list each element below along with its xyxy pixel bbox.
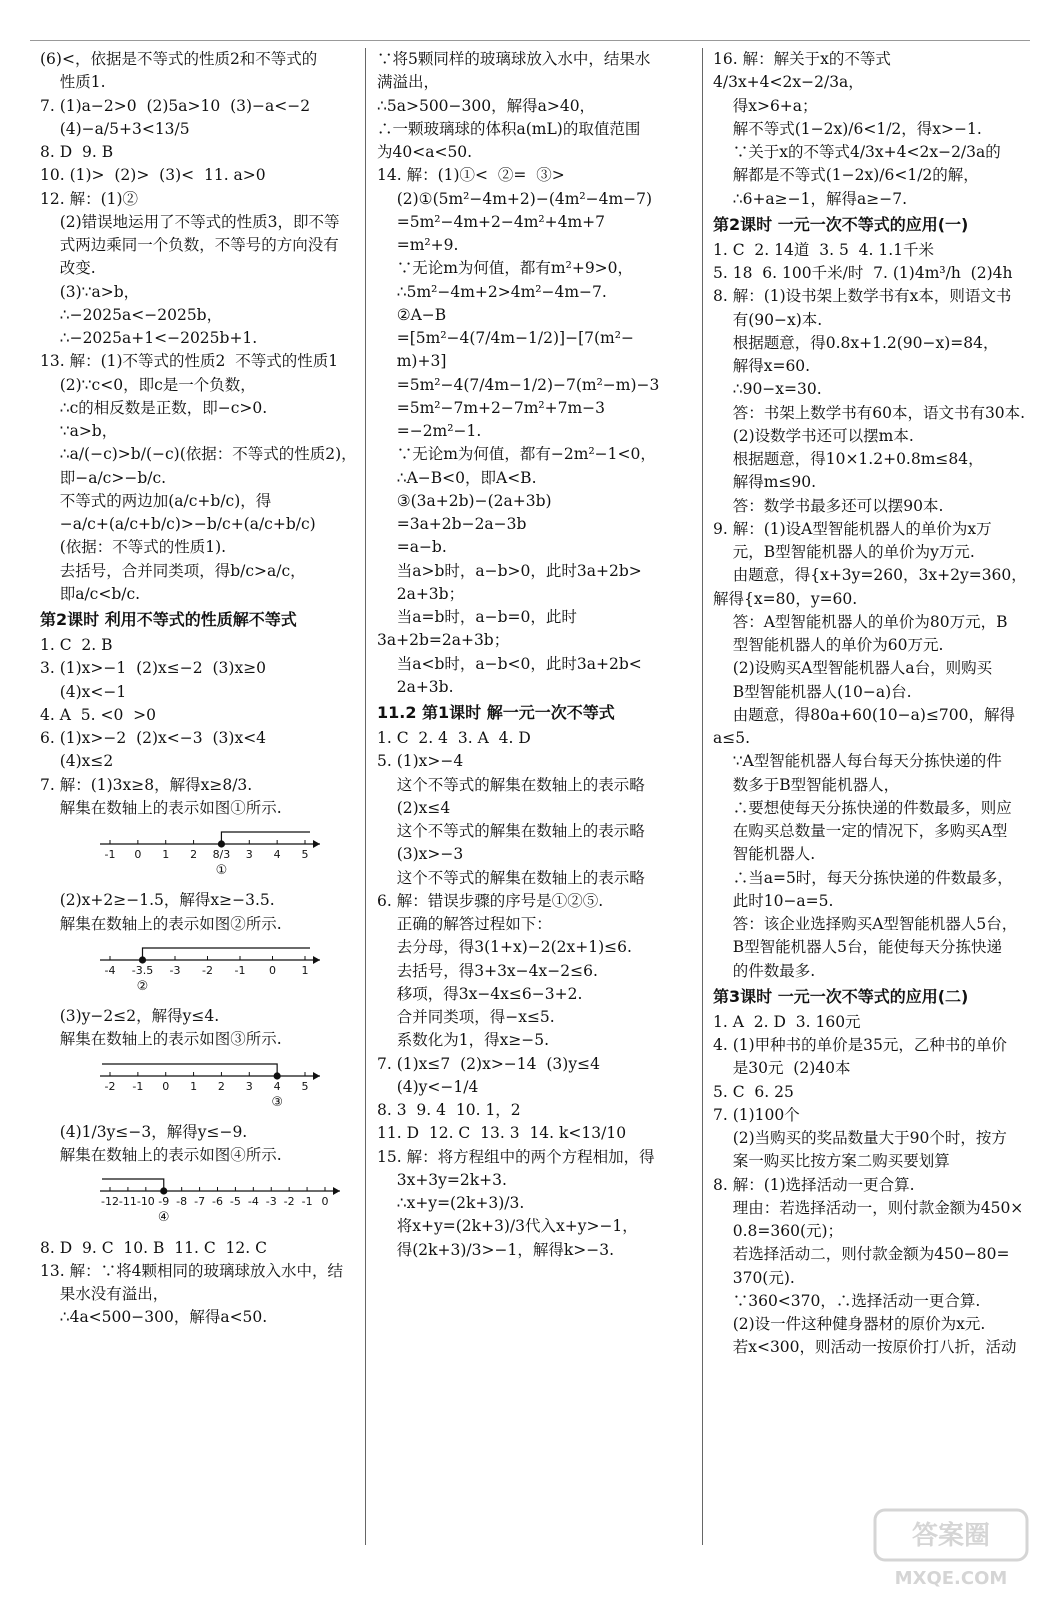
text-line: (4)y<−1/4	[377, 1077, 479, 1096]
column-middle	[377, 48, 699, 1262]
watermark-logo	[871, 1506, 1031, 1592]
figure-label: ④	[157, 1210, 170, 1224]
text-line: 答：书架上数学书有60本，语文书有30本.	[713, 403, 1026, 422]
tick-label: -8	[176, 1195, 188, 1209]
text-line: 若选择活动二，则付款金额为450−80=	[713, 1245, 1010, 1264]
text-line: (2)设购买A型智能机器人a台，则购买	[713, 659, 993, 678]
tick-label: 0	[269, 963, 276, 977]
tick-label: 0	[162, 1079, 170, 1093]
col2-block-b	[377, 727, 699, 1262]
text-line: 8. D 9. B	[40, 143, 114, 161]
tick-label: -3.5	[131, 963, 154, 977]
text-line: =5m²−7m+2−7m²+7m−3	[377, 398, 606, 417]
text-line: 去括号，得3+3x−4x−2≤6.	[377, 961, 598, 980]
text-line: 8. 解：(1)选择活动一更合算.	[713, 1175, 915, 1194]
text-line: 为40<a<50.	[377, 143, 473, 161]
text-line: =5m²−4m+2−4m²+4m+7	[377, 212, 606, 231]
text-line: 即−a/c>−b/c.	[40, 468, 167, 487]
text-line: ∴5m²−4m+2>4m²−4m−7.	[377, 282, 607, 301]
number-line-figure-2	[40, 940, 340, 992]
text-line: ∴A−B<0，即A<B.	[377, 468, 537, 487]
text-line: 370(元).	[713, 1268, 795, 1287]
column-right	[713, 48, 1033, 1360]
text-line: 有(90−x)本.	[713, 310, 823, 329]
text-line: 7. (1)a−2>0 (2)5a>10 (3)−a<−2	[40, 96, 311, 115]
axis-arrow	[313, 956, 320, 964]
tick-label: -1	[301, 1195, 313, 1209]
tick-label: -3	[169, 963, 181, 977]
text-line: 12. 解：(1)②	[40, 189, 139, 208]
tick-label: -9	[158, 1195, 170, 1209]
text-line: 正确的解答过程如下：	[377, 915, 552, 933]
text-line: ∵A型智能机器人每台每天分拣快递的件	[713, 752, 1002, 771]
text-line: 解集在数轴上的表示如图③所示.	[40, 1030, 282, 1049]
text-line: (2)设数学书还可以摆m本.	[713, 426, 914, 445]
text-line: (4)1/3y≤−3，解得y≤−9.	[40, 1122, 248, 1141]
tick-label: 4	[273, 1079, 281, 1093]
text-line: 2a+3b.	[377, 677, 454, 696]
text-line: B型智能机器人(10−a)台.	[713, 682, 912, 701]
text-line: (2)设一件这种健身器材的原价为x元.	[713, 1315, 986, 1333]
text-line: 8. 3 9. 4 10. 1，2	[377, 1101, 521, 1119]
text-line: 解得x=60.	[713, 357, 811, 375]
text-line: 当a>b时，a−b>0，此时3a+2b>	[377, 561, 642, 580]
tick-label: -2	[283, 1195, 295, 1209]
text-line: ②A−B	[377, 305, 447, 324]
axis-arrow	[313, 1072, 320, 1080]
text-line: 这个不等式的解集在数轴上的表示略	[377, 775, 645, 794]
text-line: 性质1.	[40, 73, 106, 92]
column-divider-2	[702, 48, 703, 1545]
text-line: 3x+3y=2k+3.	[377, 1170, 507, 1189]
text-line: 解不等式(1−2x)/6<1/2，得x>−1.	[713, 119, 982, 138]
text-line: 合并同类项，得−x≤5.	[377, 1008, 555, 1026]
endpoint-dot	[218, 841, 224, 847]
text-line: 14. 解：(1)①< ②= ③>	[377, 166, 565, 185]
text-line: 由题意，得{x+3y=260，3x+2y=360，解得{x=80，y=60.	[713, 566, 1027, 608]
col1-block-f	[40, 1237, 362, 1330]
text-line: 根据题意，得0.8x+1.2(90−x)=84，	[713, 333, 999, 352]
text-line: ∴要想使每天分拣快递的件数最多，则应	[713, 798, 1012, 817]
text-line: =m²+9.	[377, 236, 459, 254]
col1-block-c	[40, 889, 362, 936]
col3-block-a	[713, 48, 1033, 211]
text-line: ∴6+a≥−1，解得a≥−7.	[713, 189, 908, 208]
col1-block-a	[40, 48, 362, 606]
text-line: 5. C 6. 25	[713, 1082, 794, 1101]
tick-label: -3	[265, 1195, 277, 1209]
text-line: 根据题意，得10×1.2+0.8m≤84，	[713, 450, 984, 468]
tick-label: 1	[190, 1079, 198, 1093]
text-line: 2a+3b；	[377, 584, 465, 603]
text-line: ∵关于x的不等式4/3x+4<2x−2/3a的	[713, 143, 1001, 161]
text-line: 13. 解：(1)不等式的性质2 不等式的性质1	[40, 352, 339, 371]
tick-label: 2	[217, 1079, 225, 1093]
text-line: (4)x<−1	[40, 682, 127, 701]
text-line: 即a/c<b/c.	[40, 584, 141, 603]
text-line: ∴90−x=30.	[713, 380, 822, 399]
text-line: 7. 解：(1)3x≥8，解得x≥8/3.	[40, 775, 253, 794]
text-line: ∵无论m为何值，都有m²+9>0，	[377, 259, 634, 278]
text-line: 这个不等式的解集在数轴上的表示略	[377, 822, 645, 840]
figure-label: ②	[136, 978, 149, 992]
text-line: 9. 解：(1)设A型智能机器人的单价为x万	[713, 519, 992, 538]
text-line: 1. C 2. 4 3. A 4. D	[377, 729, 531, 747]
text-line: =5m²−4(7/4m−1/2)−7(m²−m)−3	[377, 375, 660, 394]
text-line: ∵a>b，	[40, 422, 118, 440]
text-line: ∴x+y=(2k+3)/3.	[377, 1194, 525, 1212]
text-line: ∴一颗玻璃球的体积a(mL)的取值范围	[377, 119, 641, 138]
col1-block-e	[40, 1121, 362, 1168]
text-line: 型智能机器人的单价为60万元.	[713, 636, 944, 654]
text-line: 的件数最多.	[713, 961, 816, 980]
text-line: ∴a/(−c)>b/(−c)(依据：不等式的性质2)，	[40, 445, 357, 464]
text-line: ∵将5颗同样的玻璃球放入水中，结果水	[377, 50, 651, 68]
col3-block-b	[713, 239, 1033, 983]
text-line: 答：A型智能机器人的单价为80万元，B	[713, 612, 1008, 631]
text-line: 11. D 12. C 13. 3 14. k<13/10	[377, 1124, 627, 1143]
text-line: 智能机器人.	[713, 845, 816, 864]
text-line: 8. D 9. C 10. B 11. C 12. C	[40, 1238, 267, 1257]
text-line: 解得m≤90.	[713, 473, 817, 492]
text-line: 1. C 2. 14道 3. 5 4. 1.1千米	[713, 240, 935, 259]
tick-label: 8/3	[212, 848, 231, 861]
tick-label: -1	[234, 963, 246, 977]
section-title: 第2课时 利用不等式的性质解不等式	[40, 610, 297, 629]
axis-arrow	[333, 1187, 340, 1195]
text-line: 1. A 2. D 3. 160元	[713, 1012, 861, 1031]
text-line: (2)∵c<0，即c是一个负数，	[40, 375, 256, 394]
endpoint-dot	[161, 1188, 167, 1194]
text-line: (3)∵a>b，	[40, 282, 140, 301]
tick-label: -2	[202, 963, 213, 977]
text-line: ∴5a>500−300，解得a>40，	[377, 96, 596, 115]
text-line: 这个不等式的解集在数轴上的表示略	[377, 868, 645, 887]
col1-block-d	[40, 1005, 362, 1052]
svg-text:MXQE.COM: MXQE.COM	[894, 1568, 1008, 1589]
text-line: (2)①(5m²−4m+2)−(4m²−4m−7)	[377, 189, 653, 208]
text-line: ∴当a=5时，每天分拣快递的件数最多，	[713, 868, 1013, 887]
solution-bracket	[221, 832, 310, 844]
text-line: 5. 18 6. 100千米/时 7. (1)4m³/h (2)4h	[713, 264, 1013, 282]
top-rule	[30, 40, 1030, 41]
tick-label: 3	[245, 848, 253, 861]
text-line: 元，B型智能机器人的单价为y万元.	[713, 543, 975, 561]
number-line-figure-4	[40, 1171, 360, 1223]
section-title: 第2课时 一元一次不等式的应用(一)	[713, 214, 969, 234]
tick-label: -2	[104, 1079, 116, 1093]
text-line: 将x+y=(2k+3)/3代入x+y>−1，	[377, 1217, 638, 1236]
text-line: ③(3a+2b)−(2a+3b)	[377, 491, 552, 510]
text-line: (2)x≤4	[377, 798, 451, 817]
text-line: 若x<300，则活动一按原价打八折，活动	[713, 1338, 1017, 1357]
text-line: (6)<，依据是不等式的性质2和不等式的	[40, 50, 318, 68]
text-line: =[5m²−4(7/4m−1/2)]−[7(m²−	[377, 329, 634, 347]
text-line: =−2m²−1.	[377, 422, 482, 440]
endpoint-dot	[140, 957, 146, 963]
text-line: 答：数学书最多还可以摆90本.	[713, 496, 944, 515]
solution-bracket	[143, 948, 311, 960]
text-line: 在购买总数量一定的情况下，多购买A型	[713, 822, 1008, 840]
text-line: 此时10−a=5.	[713, 891, 834, 910]
text-line: (2)x+2≥−1.5，解得x≥−3.5.	[40, 891, 275, 910]
tick-label: -1	[104, 848, 116, 861]
tick-label: -11	[118, 1195, 137, 1209]
section-title-2: 第3课时 一元一次不等式的应用(二)	[713, 986, 969, 1006]
text-line: 案一购买比按方案二购买要划算	[713, 1152, 950, 1171]
svg-text:答案圈: 答案圈	[911, 1521, 991, 1551]
text-line: −a/c+(a/c+b/c)>−b/c+(a/c+b/c)	[40, 515, 316, 533]
column-left	[40, 48, 362, 1330]
text-line: 果水没有溢出，	[40, 1285, 169, 1303]
tick-label: 0	[321, 1195, 329, 1209]
text-line: 当a=b时，a−b=0，此时3a+2b=2a+3b；	[377, 608, 577, 650]
col2-block-a	[377, 48, 699, 699]
text-line: ∵360<370，∴选择活动一更合算.	[713, 1291, 981, 1310]
text-line: 13. 解：∵将4颗相同的玻璃球放入水中，结	[40, 1261, 343, 1280]
text-line: 答：该企业选择购买A型智能机器人5台，	[713, 915, 1018, 933]
tick-label: 1	[162, 848, 170, 861]
number-line-figure-3	[40, 1056, 340, 1108]
text-line: 1. C 2. B	[40, 636, 113, 654]
tick-label: -4	[104, 963, 116, 977]
text-line: 解都是不等式(1−2x)/6<1/2的解，	[713, 166, 979, 185]
axis-arrow	[313, 840, 320, 848]
text-line: ∴c的相反数是正数，即−c>0.	[40, 398, 268, 417]
tick-label: 2	[190, 848, 198, 861]
text-line: 改变.	[40, 259, 96, 278]
text-line: 4. A 5. <0 >0	[40, 705, 157, 724]
text-line: ∴4a<500−300，解得a<50.	[40, 1308, 268, 1327]
text-line: =a−b.	[377, 538, 447, 557]
text-line: 10. (1)> (2)> (3)< 11. a>0	[40, 166, 266, 185]
tick-label: 5	[301, 1079, 309, 1093]
text-line: 去括号，合并同类项，得b/c>a/c，	[40, 561, 306, 580]
text-line: ∵无论m为何值，都有−2m²−1<0，	[377, 445, 656, 464]
text-line: 0.8=360(元)；	[713, 1222, 844, 1240]
text-line: 解集在数轴上的表示如图①所示.	[40, 798, 282, 817]
text-line: ∴−2025a+1<−2025b+1.	[40, 329, 258, 347]
tick-label: -4	[247, 1195, 259, 1209]
text-line: 是30元 (2)40本	[713, 1059, 851, 1078]
text-line: 移项，得3x−4x≤6−3+2.	[377, 984, 583, 1003]
text-line: 3. (1)x>−1 (2)x≤−2 (3)x≥0	[40, 659, 267, 678]
text-line: (依据：不等式的性质1).	[40, 538, 227, 557]
text-line: 8. 解：(1)设书架上数学书有x本，则语文书	[713, 287, 1012, 306]
text-line: B型智能机器人5台，能使每天分拣快递	[713, 938, 1002, 957]
text-line: 解集在数轴上的表示如图②所示.	[40, 914, 282, 933]
col3-block-c	[713, 1011, 1033, 1360]
text-line: 数多于B型智能机器人，	[713, 775, 900, 794]
text-line: 式两边乘同一个负数，不等号的方向没有	[40, 236, 339, 254]
text-line: 由题意，得80a+60(10−a)≤700，解得a≤5.	[713, 705, 1016, 747]
text-line: 解集在数轴上的表示如图④所示.	[40, 1146, 282, 1164]
text-line: (4)−a/5+3<13/5	[40, 119, 190, 138]
text-line: 理由：若选择活动一，则付款金额为450×	[713, 1198, 1024, 1217]
text-line: (2)当购买的奖品数量大于90个时，按方	[713, 1129, 1007, 1147]
text-line: (3)x>−3	[377, 845, 464, 864]
solution-bracket	[102, 1064, 277, 1076]
tick-label: 5	[301, 848, 309, 861]
text-line: 5. (1)x>−4	[377, 752, 464, 771]
text-line: 7. (1)100个	[713, 1105, 800, 1124]
text-line: m)+3]	[377, 352, 447, 371]
tick-label: 1	[301, 963, 309, 977]
text-line: =3a+2b−2a−3b	[377, 515, 527, 533]
text-line: 得(2k+3)/3>−1，解得k>−3.	[377, 1240, 614, 1259]
tick-label: -1	[132, 1079, 144, 1093]
text-line: 去分母，得3(1+x)−2(2x+1)≤6.	[377, 938, 632, 957]
tick-label: 4	[273, 848, 281, 861]
text-line: 满溢出，	[377, 73, 440, 92]
text-line: (2)错误地运用了不等式的性质3，即不等	[40, 212, 340, 231]
tick-label: -7	[194, 1195, 206, 1209]
text-line: 15. 解：将方程组中的两个方程相加，得	[377, 1147, 655, 1166]
column-divider-1	[365, 48, 366, 1545]
text-line: ∴−2025a<−2025b，	[40, 305, 223, 324]
figure-label: ①	[215, 863, 228, 876]
figure-label: ③	[271, 1094, 283, 1108]
tick-label: 0	[134, 848, 142, 861]
tick-label: -6	[212, 1195, 223, 1209]
endpoint-dot	[274, 1073, 280, 1079]
text-line: (4)x≤2	[40, 752, 114, 771]
solution-bracket	[102, 1179, 164, 1191]
text-line: 当a<b时，a−b<0，此时3a+2b<	[377, 654, 642, 673]
text-line: 16. 解：解关于x的不等式4/3x+4<2x−2/3a，	[713, 50, 891, 92]
number-line-figure-1	[40, 824, 340, 876]
text-line: 7. (1)x≤7 (2)x>−14 (3)y≤4	[377, 1054, 600, 1073]
tick-label: -5	[229, 1195, 241, 1209]
text-line: 6. 解：错误步骤的序号是①②⑤.	[377, 891, 604, 910]
col1-block-b	[40, 634, 362, 820]
tick-label: -12	[101, 1195, 119, 1209]
tick-label: -10	[136, 1195, 155, 1209]
text-line: 系数化为1，得x≥−5.	[377, 1031, 550, 1050]
tick-label: 3	[245, 1079, 253, 1093]
text-line: 6. (1)x>−2 (2)x<−3 (3)x<4	[40, 729, 267, 747]
text-line: (3)y−2≤2，解得y≤4.	[40, 1007, 220, 1025]
text-line: 不等式的两边加(a/c+b/c)，得	[40, 491, 272, 510]
text-line: 4. (1)甲种书的单价是35元，乙种书的单价	[713, 1036, 1007, 1054]
section-title: 11.2 第1课时 解一元一次不等式	[377, 703, 615, 722]
text-line: 得x>6+a；	[713, 96, 818, 115]
